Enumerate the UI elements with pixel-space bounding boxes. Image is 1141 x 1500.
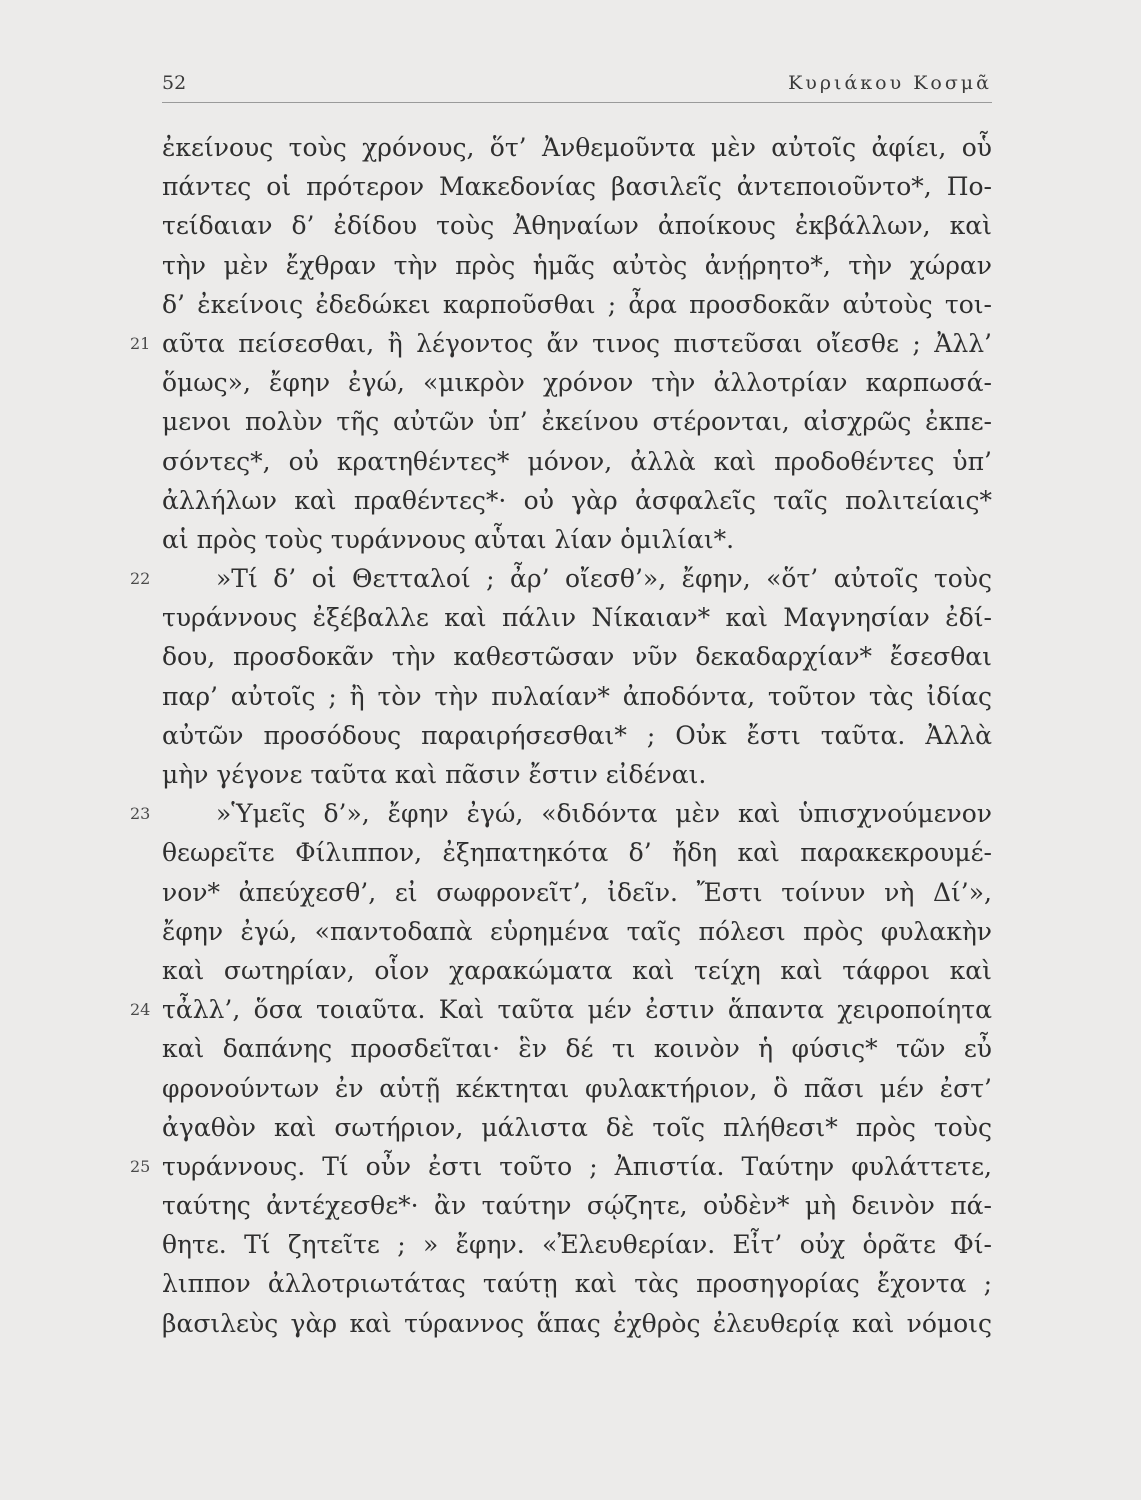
text-line: [162, 755, 992, 794]
body-text: [130, 128, 992, 1343]
text-line: [162, 1186, 992, 1225]
line-text: φρονούντων ἐν αὑτῇ κέκτηται φυλακτήριον, ὃ πᾶσι μέν ἐστ’: [162, 1073, 992, 1103]
line-text: αἱ πρὸς τοὺς τυράννους αὗται λίαν ὁμιλίαι*.: [162, 524, 735, 554]
line-text: ἔφην ἐγώ, «παντοδαπὰ εὑρημένα ταῖς πόλεσι πρὸς φυλακὴν: [162, 916, 992, 946]
text-line: [162, 167, 992, 206]
line-text: ἐκείνους τοὺς χρόνους, ὅτ’ Ἀνθεμοῦντα μὲν αὐτοῖς ἀφίει, οὗ: [162, 133, 992, 162]
text-line: [162, 951, 992, 990]
line-text: ὅμως», ἔφην ἐγώ, «μικρὸν χρόνον τὴν ἀλλοτρίαν καρπωσά-: [162, 368, 992, 398]
line-text: θεωρεῖτε Φίλιππον, ἐξηπατηκότα δ’ ἤδη καὶ παρακεκρουμέ-: [162, 838, 992, 868]
line-text: νον* ἀπεύχεσθ’, εἰ σωφρονεῖτ’, ἰδεῖν. Ἔστι τοίνυν νὴ Δί’»,: [162, 877, 992, 907]
line-text: ἀλλήλων καὶ πραθέντες*· οὐ γὰρ ἀσφαλεῖς ταῖς πολιτείαις*: [162, 485, 992, 515]
text-line: [162, 481, 992, 520]
text-line: [162, 128, 992, 167]
line-text: ταύτης ἀντέχεσθε*· ἂν ταύτην σῴζητε, οὐδὲν* μὴ δεινὸν πά-: [162, 1191, 992, 1221]
text-line: [162, 1304, 992, 1343]
line-text: αὐτῶν προσόδους παραιρήσεσθαι* ; Οὐκ ἔστι ταῦτα. Ἀλλὰ: [162, 720, 992, 750]
text-line: [162, 246, 992, 285]
line-text: μενοι πολὺν τῆς αὐτῶν ὑπ’ ἐκείνου στέρονται, αἰσχρῶς ἐκπε-: [162, 407, 992, 437]
text-line: [162, 637, 992, 676]
line-text: λιππον ἀλλοτριωτάτας ταύτῃ καὶ τὰς προσηγορίας ἔχοντα ;: [162, 1269, 992, 1299]
running-head: Κυριάκου Κοσμᾶ: [788, 72, 992, 94]
text-line: [162, 1108, 992, 1147]
line-text: αῦτα πείσεσθαι, ἢ λέγοντος ἄν τινος πιστεῦσαι οἴεσθε ; Ἀλλ’: [162, 328, 992, 358]
text-line: [162, 716, 992, 755]
line-text: τείδαιαν δ’ ἐδίδου τοὺς Ἀθηναίων ἀποίκους ἐκβάλλων, καὶ: [162, 211, 992, 241]
line-text: βασιλεὺς γὰρ καὶ τύραννος ἅπας ἐχθρὸς ἐλευθερίᾳ καὶ νόμοις: [162, 1308, 992, 1338]
section-number: 23: [130, 804, 151, 824]
text-line: [130, 559, 992, 598]
text-line: [162, 402, 992, 441]
line-text: καὶ δαπάνης προσδεῖται· ἓν δέ τι κοινὸν ἡ φύσις* τῶν εὖ: [162, 1034, 992, 1064]
line-text: πάντες οἱ πρότερον Μακεδονίας βασιλεῖς ἀντεποιοῦντο*, Πο-: [162, 172, 992, 202]
page-number: 52: [162, 72, 187, 94]
text-line: [162, 912, 992, 951]
text-line: [162, 833, 992, 872]
text-line: [130, 990, 992, 1029]
line-text: τυράννους. Τί οὖν ἐστι τοῦτο ; Ἀπιστία. Ταύτην φυλάττετε,: [162, 1151, 992, 1181]
section-number: 25: [130, 1156, 151, 1176]
section-number: 22: [130, 569, 151, 589]
text-line: [162, 1225, 992, 1264]
line-text: σόντες*, οὐ κρατηθέντες* μόνον, ἀλλὰ καὶ προδοθέντες ὑπ’: [162, 446, 992, 476]
section-number: 24: [130, 1000, 151, 1020]
text-line: [130, 794, 992, 833]
page-header: [162, 72, 992, 103]
line-text: θητε. Τί ζητεῖτε ; » ἔφην. «Ἐλευθερίαν. Εἶτ’ οὐχ ὁρᾶτε Φί-: [162, 1230, 992, 1260]
text-line: [162, 873, 992, 912]
line-text: τἆλλ’, ὅσα τοιαῦτα. Καὶ ταῦτα μέν ἐστιν ἅπαντα χειροποίητα: [162, 995, 992, 1025]
text-line: [162, 363, 992, 402]
text-line: [130, 1147, 992, 1186]
section-number: 21: [130, 333, 151, 353]
text-line: [162, 442, 992, 481]
text-line: [162, 285, 992, 324]
line-text: παρ’ αὐτοῖς ; ἢ τὸν τὴν πυλαίαν* ἀποδόντα, τοῦτον τὰς ἰδίας: [162, 681, 992, 711]
line-text: ἀγαθὸν καὶ σωτήριον, μάλιστα δὲ τοῖς πλήθεσι* πρὸς τοὺς: [162, 1112, 992, 1142]
line-text: δου, προσδοκᾶν τὴν καθεστῶσαν νῦν δεκαδαρχίαν* ἔσεσθαι: [162, 642, 992, 672]
text-line: [162, 520, 992, 559]
text-line: [130, 324, 992, 363]
text-line: [162, 1264, 992, 1303]
line-text: καὶ σωτηρίαν, οἷον χαρακώματα καὶ τείχη καὶ τάφροι καὶ: [162, 955, 992, 985]
line-text: δ’ ἐκείνοις ἐδεδώκει καρποῦσθαι ; ἆρα προσδοκᾶν αὐτοὺς τοι-: [162, 289, 992, 319]
text-line: [162, 598, 992, 637]
text-line: [162, 1029, 992, 1068]
line-text: μὴν γέγονε ταῦτα καὶ πᾶσιν ἔστιν εἰδέναι.: [162, 760, 707, 789]
line-text: »Ὑμεῖς δ’», ἔφην ἐγώ, «διδόντα μὲν καὶ ὑπισχνούμενον: [216, 799, 992, 829]
text-line: [162, 1069, 992, 1108]
line-text: »Τί δ’ οἱ Θετταλοί ; ἆρ’ οἴεσθ’», ἔφην, «ὅτ’ αὐτοῖς τοὺς: [216, 564, 992, 594]
line-text: τυράννους ἐξέβαλλε καὶ πάλιν Νίκαιαν* καὶ Μαγνησίαν ἐδί-: [162, 603, 992, 633]
text-line: [162, 677, 992, 716]
text-line: [162, 206, 992, 245]
line-text: τὴν μὲν ἔχθραν τὴν πρὸς ἡμᾶς αὐτὸς ἀνῄρητο*, τὴν χώραν: [162, 250, 992, 280]
